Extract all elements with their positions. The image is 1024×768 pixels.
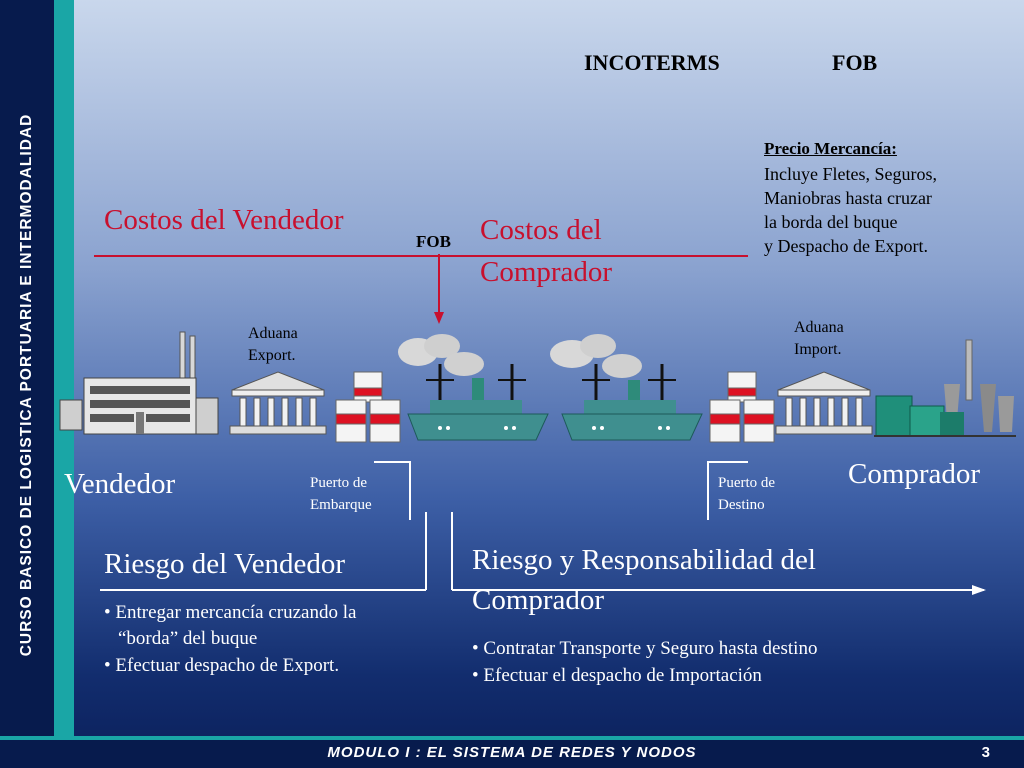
price-note-line: y Despacho de Export. bbox=[764, 236, 928, 256]
port-origin-label-2: Embarque bbox=[310, 497, 372, 513]
incoterms-label: INCOTERMS bbox=[584, 50, 720, 75]
power-plant-icon bbox=[874, 340, 1016, 436]
price-note-title: Precio Mercancía: bbox=[764, 139, 897, 158]
seller-risk-bullet: “borda” del buque bbox=[118, 628, 258, 649]
cargo-boxes-icon bbox=[710, 372, 774, 442]
price-note-line: Maniobras hasta cruzar bbox=[764, 188, 932, 208]
port-bracket-origin bbox=[374, 462, 410, 520]
seller-risk-title: Riesgo del Vendedor bbox=[104, 548, 346, 580]
customs-building-icon bbox=[230, 372, 326, 434]
fob-header-label: FOB bbox=[832, 50, 878, 75]
buyer-costs-label-1: Costos del bbox=[480, 214, 602, 246]
port-destination-label-2: Destino bbox=[718, 497, 765, 513]
fob-marker-label: FOB bbox=[416, 232, 451, 251]
customs-export-label-1: Aduana bbox=[248, 325, 298, 342]
buyer-risk-title-1: Riesgo y Responsabilidad del bbox=[472, 544, 816, 576]
price-note-line: la borda del buque bbox=[764, 212, 898, 232]
ship-icon bbox=[398, 334, 548, 440]
ship-icon bbox=[550, 334, 702, 440]
buyer-risk-title-2: Comprador bbox=[472, 584, 605, 616]
sidebar-title: CURSO BASICO DE LOGISTICA PORTUARIA E INTERMODALIDAD bbox=[18, 113, 35, 657]
port-origin-label-1: Puerto de bbox=[310, 475, 368, 491]
port-destination-label-1: Puerto de bbox=[718, 475, 776, 491]
buyer-label: Comprador bbox=[848, 458, 981, 490]
seller-label: Vendedor bbox=[64, 468, 176, 500]
cargo-boxes-icon bbox=[336, 372, 400, 442]
customs-building-icon bbox=[776, 372, 872, 434]
buyer-risk-bullet: • Contratar Transporte y Seguro hasta destino bbox=[472, 638, 818, 659]
buyer-risk-bullet: • Efectuar el despacho de Importación bbox=[472, 665, 762, 686]
footer-title: MODULO I : EL SISTEMA DE REDES Y NODOS bbox=[327, 744, 697, 761]
seller-costs-label: Costos del Vendedor bbox=[104, 204, 344, 236]
customs-export-label-2: Export. bbox=[248, 347, 296, 364]
customs-import-label-2: Import. bbox=[794, 341, 842, 358]
buyer-costs-label-2: Comprador bbox=[480, 256, 613, 288]
seller-risk-bullet: • Entregar mercancía cruzando la bbox=[104, 602, 357, 623]
customs-import-label-1: Aduana bbox=[794, 319, 844, 336]
page-number: 3 bbox=[981, 744, 990, 761]
seller-risk-bullet: • Efectuar despacho de Export. bbox=[104, 655, 340, 676]
price-note-line: Incluye Fletes, Seguros, bbox=[764, 164, 937, 184]
factory-icon bbox=[60, 332, 218, 434]
